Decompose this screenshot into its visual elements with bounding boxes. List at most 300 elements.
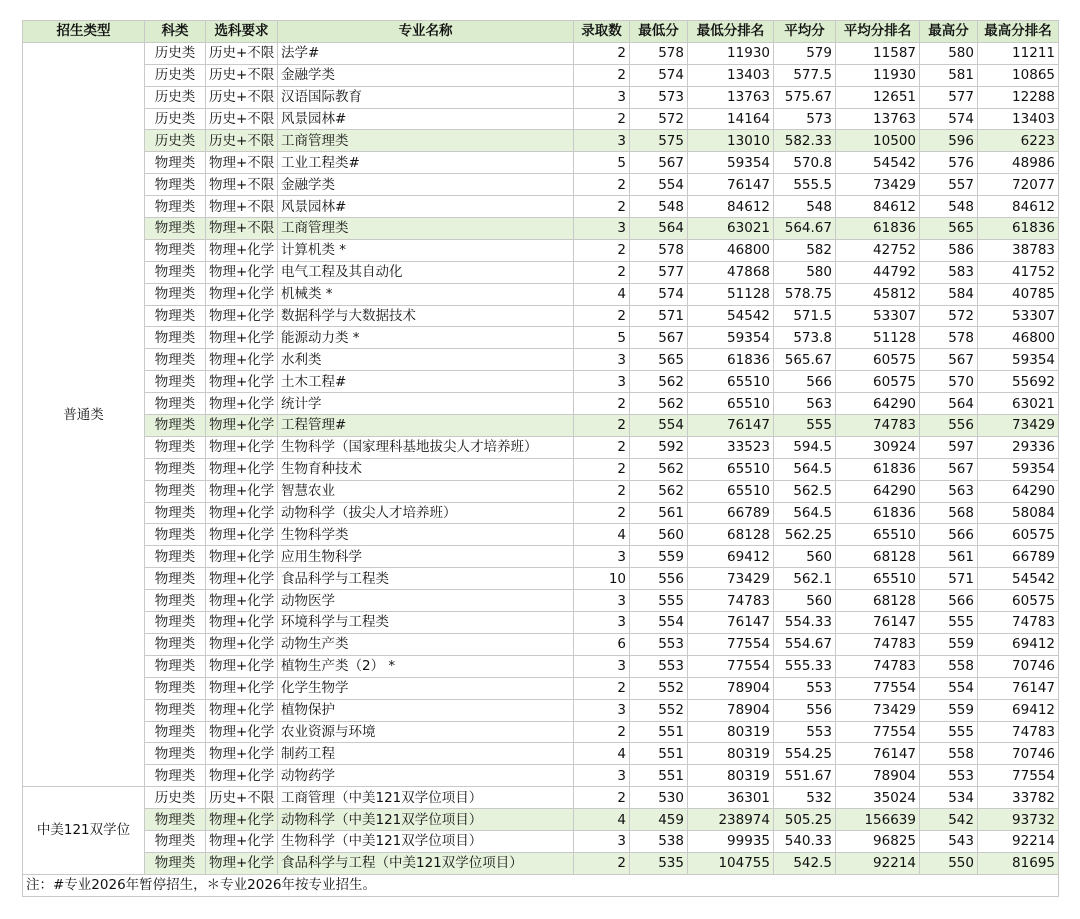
table-row <box>23 458 1059 480</box>
cell-avg-score-rank: 35024 <box>836 787 920 809</box>
cell-avg-score: 554.33 <box>774 612 836 634</box>
cell-major-name: 动物医学 <box>278 590 574 612</box>
cell-admitted-count: 2 <box>574 677 630 699</box>
cell-min-score: 578 <box>630 239 688 261</box>
cell-max-score: 566 <box>920 590 978 612</box>
cell-avg-score: 575.67 <box>774 86 836 108</box>
cell-min-score: 552 <box>630 699 688 721</box>
cell-min-score-rank: 61836 <box>688 349 774 371</box>
cell-max-score: 597 <box>920 436 978 458</box>
cell-avg-score: 566 <box>774 371 836 393</box>
cell-subject-category: 物理类 <box>145 612 206 634</box>
cell-min-score: 574 <box>630 283 688 305</box>
cell-major-name: 电气工程及其自动化 <box>278 261 574 283</box>
cell-subject-requirement: 物理+化学 <box>206 699 278 721</box>
cell-avg-score: 562.25 <box>774 524 836 546</box>
cell-max-score: 555 <box>920 721 978 743</box>
cell-subject-requirement: 物理+化学 <box>206 458 278 480</box>
cell-min-score-rank: 77554 <box>688 655 774 677</box>
cell-min-score-rank: 13010 <box>688 130 774 152</box>
cell-subject-category: 物理类 <box>145 765 206 787</box>
cell-avg-score-rank: 77554 <box>836 677 920 699</box>
cell-admitted-count: 2 <box>574 458 630 480</box>
cell-subject-requirement: 历史+不限 <box>206 787 278 809</box>
cell-admitted-count: 4 <box>574 743 630 765</box>
cell-min-score: 551 <box>630 721 688 743</box>
cell-min-score-rank: 59354 <box>688 327 774 349</box>
cell-avg-score: 505.25 <box>774 809 836 831</box>
cell-admitted-count: 2 <box>574 196 630 218</box>
cell-avg-score-rank: 64290 <box>836 393 920 415</box>
cell-avg-score: 594.5 <box>774 436 836 458</box>
cell-avg-score-rank: 92214 <box>836 852 920 874</box>
cell-min-score: 553 <box>630 633 688 655</box>
cell-subject-requirement: 物理+化学 <box>206 852 278 874</box>
header-enrollment-type: 招生类型 <box>23 21 145 43</box>
cell-avg-score: 564.5 <box>774 458 836 480</box>
cell-min-score: 554 <box>630 415 688 437</box>
cell-subject-category: 物理类 <box>145 699 206 721</box>
cell-subject-requirement: 物理+化学 <box>206 612 278 634</box>
cell-min-score-rank: 59354 <box>688 152 774 174</box>
cell-min-score-rank: 13763 <box>688 86 774 108</box>
cell-avg-score-rank: 73429 <box>836 174 920 196</box>
cell-avg-score: 542.5 <box>774 852 836 874</box>
table-body <box>23 42 1059 896</box>
cell-admitted-count: 2 <box>574 261 630 283</box>
cell-max-score: 581 <box>920 64 978 86</box>
cell-min-score: 552 <box>630 677 688 699</box>
table-row <box>23 108 1059 130</box>
cell-subject-requirement: 物理+化学 <box>206 415 278 437</box>
cell-major-name: 化学生物学 <box>278 677 574 699</box>
cell-major-name: 生物育种技术 <box>278 458 574 480</box>
cell-subject-requirement: 物理+化学 <box>206 830 278 852</box>
cell-max-score-rank: 29336 <box>978 436 1059 458</box>
cell-subject-requirement: 物理+化学 <box>206 568 278 590</box>
cell-avg-score: 571.5 <box>774 305 836 327</box>
cell-subject-category: 物理类 <box>145 196 206 218</box>
cell-min-score: 548 <box>630 196 688 218</box>
cell-min-score: 459 <box>630 809 688 831</box>
cell-subject-requirement: 物理+化学 <box>206 655 278 677</box>
cell-max-score-rank: 84612 <box>978 196 1059 218</box>
cell-max-score: 570 <box>920 371 978 393</box>
cell-avg-score-rank: 156639 <box>836 809 920 831</box>
cell-min-score-rank: 65510 <box>688 480 774 502</box>
cell-subject-requirement: 历史+不限 <box>206 64 278 86</box>
cell-avg-score-rank: 73429 <box>836 699 920 721</box>
cell-max-score: 586 <box>920 239 978 261</box>
cell-min-score: 578 <box>630 42 688 64</box>
cell-admitted-count: 2 <box>574 108 630 130</box>
cell-min-score: 554 <box>630 174 688 196</box>
cell-avg-score: 580 <box>774 261 836 283</box>
cell-min-score-rank: 65510 <box>688 458 774 480</box>
cell-subject-category: 物理类 <box>145 852 206 874</box>
header-avg-score-rank: 平均分排名 <box>836 21 920 43</box>
cell-subject-category: 历史类 <box>145 130 206 152</box>
cell-subject-category: 物理类 <box>145 568 206 590</box>
cell-subject-category: 物理类 <box>145 327 206 349</box>
cell-max-score-rank: 41752 <box>978 261 1059 283</box>
cell-max-score: 580 <box>920 42 978 64</box>
cell-max-score-rank: 92214 <box>978 830 1059 852</box>
cell-subject-category: 历史类 <box>145 42 206 64</box>
cell-avg-score: 582.33 <box>774 130 836 152</box>
table-row <box>23 42 1059 64</box>
table-row <box>23 283 1059 305</box>
cell-subject-requirement: 物理+化学 <box>206 305 278 327</box>
header-min-score-rank: 最低分排名 <box>688 21 774 43</box>
cell-subject-requirement: 物理+不限 <box>206 174 278 196</box>
cell-min-score-rank: 46800 <box>688 239 774 261</box>
cell-min-score-rank: 99935 <box>688 830 774 852</box>
cell-avg-score-rank: 65510 <box>836 568 920 590</box>
table-row <box>23 546 1059 568</box>
cell-max-score-rank: 54542 <box>978 568 1059 590</box>
cell-admitted-count: 3 <box>574 590 630 612</box>
cell-max-score-rank: 74783 <box>978 612 1059 634</box>
cell-major-name: 能源动力类 * <box>278 327 574 349</box>
cell-max-score: 576 <box>920 152 978 174</box>
cell-major-name: 金融学类 <box>278 64 574 86</box>
cell-avg-score-rank: 74783 <box>836 633 920 655</box>
cell-min-score: 560 <box>630 524 688 546</box>
cell-subject-category: 物理类 <box>145 283 206 305</box>
cell-min-score: 571 <box>630 305 688 327</box>
cell-subject-requirement: 物理+化学 <box>206 546 278 568</box>
cell-min-score-rank: 78904 <box>688 677 774 699</box>
header-avg-score: 平均分 <box>774 21 836 43</box>
cell-major-name: 食品科学与工程类 <box>278 568 574 590</box>
table-row <box>23 524 1059 546</box>
cell-subject-category: 物理类 <box>145 436 206 458</box>
cell-min-score-rank: 78904 <box>688 699 774 721</box>
header-min-score: 最低分 <box>630 21 688 43</box>
cell-max-score: 548 <box>920 196 978 218</box>
cell-subject-requirement: 物理+化学 <box>206 721 278 743</box>
cell-max-score-rank: 69412 <box>978 699 1059 721</box>
cell-subject-category: 历史类 <box>145 108 206 130</box>
cell-min-score-rank: 80319 <box>688 765 774 787</box>
table-header-row <box>23 21 1059 43</box>
cell-max-score-rank: 38783 <box>978 239 1059 261</box>
cell-subject-requirement: 物理+化学 <box>206 765 278 787</box>
cell-avg-score: 573 <box>774 108 836 130</box>
cell-min-score: 551 <box>630 765 688 787</box>
cell-min-score-rank: 104755 <box>688 852 774 874</box>
cell-min-score-rank: 47868 <box>688 261 774 283</box>
table-row <box>23 86 1059 108</box>
cell-min-score-rank: 76147 <box>688 415 774 437</box>
header-admitted-count: 录取数 <box>574 21 630 43</box>
table-row <box>23 305 1059 327</box>
cell-avg-score-rank: 61836 <box>836 502 920 524</box>
cell-major-name: 计算机类 * <box>278 239 574 261</box>
cell-avg-score: 564.67 <box>774 218 836 240</box>
cell-avg-score-rank: 68128 <box>836 590 920 612</box>
cell-avg-score: 553 <box>774 721 836 743</box>
cell-max-score-rank: 60575 <box>978 524 1059 546</box>
cell-min-score: 562 <box>630 458 688 480</box>
cell-major-name: 动物科学（中美121双学位项目） <box>278 809 574 831</box>
cell-major-name: 数据科学与大数据技术 <box>278 305 574 327</box>
cell-admitted-count: 3 <box>574 612 630 634</box>
header-major-name: 专业名称 <box>278 21 574 43</box>
cell-avg-score: 532 <box>774 787 836 809</box>
cell-admitted-count: 2 <box>574 721 630 743</box>
cell-max-score-rank: 48986 <box>978 152 1059 174</box>
cell-max-score-rank: 12288 <box>978 86 1059 108</box>
cell-min-score: 562 <box>630 393 688 415</box>
cell-max-score: 596 <box>920 130 978 152</box>
cell-avg-score-rank: 74783 <box>836 415 920 437</box>
table-row <box>23 612 1059 634</box>
cell-admitted-count: 3 <box>574 699 630 721</box>
cell-min-score: 574 <box>630 64 688 86</box>
admission-table-container <box>22 20 1059 897</box>
cell-max-score-rank: 70746 <box>978 743 1059 765</box>
cell-enrollment-type: 普通类 <box>23 42 145 786</box>
cell-min-score: 564 <box>630 218 688 240</box>
table-row <box>23 130 1059 152</box>
cell-major-name: 工商管理类 <box>278 218 574 240</box>
cell-admitted-count: 2 <box>574 64 630 86</box>
cell-avg-score: 556 <box>774 699 836 721</box>
cell-subject-category: 历史类 <box>145 64 206 86</box>
cell-min-score-rank: 73429 <box>688 568 774 590</box>
cell-admitted-count: 3 <box>574 830 630 852</box>
cell-max-score-rank: 46800 <box>978 327 1059 349</box>
cell-min-score: 572 <box>630 108 688 130</box>
cell-avg-score-rank: 12651 <box>836 86 920 108</box>
cell-subject-requirement: 物理+化学 <box>206 809 278 831</box>
cell-min-score: 565 <box>630 349 688 371</box>
cell-min-score-rank: 33523 <box>688 436 774 458</box>
cell-min-score-rank: 14164 <box>688 108 774 130</box>
table-row <box>23 261 1059 283</box>
cell-admitted-count: 2 <box>574 393 630 415</box>
cell-avg-score-rank: 68128 <box>836 546 920 568</box>
cell-subject-requirement: 历史+不限 <box>206 42 278 64</box>
cell-subject-requirement: 物理+化学 <box>206 633 278 655</box>
cell-major-name: 工商管理类 <box>278 130 574 152</box>
cell-subject-category: 物理类 <box>145 458 206 480</box>
cell-admitted-count: 4 <box>574 283 630 305</box>
cell-avg-score: 551.67 <box>774 765 836 787</box>
cell-avg-score-rank: 60575 <box>836 371 920 393</box>
cell-avg-score-rank: 54542 <box>836 152 920 174</box>
cell-avg-score-rank: 65510 <box>836 524 920 546</box>
cell-subject-category: 物理类 <box>145 743 206 765</box>
cell-max-score: 564 <box>920 393 978 415</box>
cell-max-score-rank: 40785 <box>978 283 1059 305</box>
cell-max-score-rank: 10865 <box>978 64 1059 86</box>
cell-subject-requirement: 历史+不限 <box>206 86 278 108</box>
cell-admitted-count: 4 <box>574 524 630 546</box>
cell-min-score: 551 <box>630 743 688 765</box>
cell-max-score: 565 <box>920 218 978 240</box>
table-row <box>23 765 1059 787</box>
cell-subject-requirement: 物理+化学 <box>206 327 278 349</box>
cell-min-score-rank: 80319 <box>688 743 774 765</box>
cell-min-score: 561 <box>630 502 688 524</box>
cell-min-score-rank: 74783 <box>688 590 774 612</box>
cell-max-score-rank: 59354 <box>978 349 1059 371</box>
cell-major-name: 智慧农业 <box>278 480 574 502</box>
cell-min-score: 535 <box>630 852 688 874</box>
table-row <box>23 349 1059 371</box>
table-row <box>23 152 1059 174</box>
cell-subject-requirement: 物理+化学 <box>206 743 278 765</box>
cell-avg-score: 560 <box>774 546 836 568</box>
cell-max-score: 571 <box>920 568 978 590</box>
cell-subject-requirement: 物理+化学 <box>206 393 278 415</box>
cell-subject-requirement: 物理+化学 <box>206 502 278 524</box>
cell-avg-score-rank: 13763 <box>836 108 920 130</box>
cell-min-score: 567 <box>630 327 688 349</box>
table-row <box>23 218 1059 240</box>
cell-max-score-rank: 61836 <box>978 218 1059 240</box>
cell-subject-requirement: 物理+化学 <box>206 590 278 612</box>
cell-min-score-rank: 63021 <box>688 218 774 240</box>
table-row <box>23 590 1059 612</box>
cell-subject-category: 物理类 <box>145 480 206 502</box>
table-row <box>23 852 1059 874</box>
cell-avg-score: 540.33 <box>774 830 836 852</box>
cell-avg-score-rank: 45812 <box>836 283 920 305</box>
cell-major-name: 工商管理（中美121双学位项目） <box>278 787 574 809</box>
cell-subject-category: 物理类 <box>145 415 206 437</box>
cell-max-score-rank: 76147 <box>978 677 1059 699</box>
cell-admitted-count: 5 <box>574 327 630 349</box>
table-row <box>23 174 1059 196</box>
cell-major-name: 生物科学（中美121双学位项目） <box>278 830 574 852</box>
cell-major-name: 风景园林# <box>278 196 574 218</box>
cell-max-score-rank: 74783 <box>978 721 1059 743</box>
cell-avg-score-rank: 77554 <box>836 721 920 743</box>
cell-min-score: 567 <box>630 152 688 174</box>
cell-admitted-count: 3 <box>574 86 630 108</box>
cell-min-score-rank: 238974 <box>688 809 774 831</box>
cell-avg-score: 577.5 <box>774 64 836 86</box>
cell-min-score-rank: 11930 <box>688 42 774 64</box>
cell-avg-score: 562.1 <box>774 568 836 590</box>
cell-major-name: 统计学 <box>278 393 574 415</box>
table-row <box>23 502 1059 524</box>
cell-admitted-count: 3 <box>574 349 630 371</box>
table-row <box>23 371 1059 393</box>
cell-admitted-count: 3 <box>574 218 630 240</box>
cell-max-score: 584 <box>920 283 978 305</box>
cell-major-name: 植物保护 <box>278 699 574 721</box>
cell-subject-category: 物理类 <box>145 305 206 327</box>
cell-admitted-count: 2 <box>574 174 630 196</box>
cell-major-name: 制药工程 <box>278 743 574 765</box>
cell-max-score-rank: 63021 <box>978 393 1059 415</box>
cell-avg-score-rank: 44792 <box>836 261 920 283</box>
cell-subject-requirement: 物理+化学 <box>206 283 278 305</box>
cell-subject-category: 物理类 <box>145 590 206 612</box>
cell-major-name: 动物科学（拔尖人才培养班） <box>278 502 574 524</box>
cell-min-score: 562 <box>630 371 688 393</box>
cell-subject-category: 物理类 <box>145 546 206 568</box>
cell-max-score-rank: 60575 <box>978 590 1059 612</box>
cell-major-name: 水利类 <box>278 349 574 371</box>
header-max-score: 最高分 <box>920 21 978 43</box>
cell-min-score: 562 <box>630 480 688 502</box>
cell-min-score-rank: 69412 <box>688 546 774 568</box>
cell-max-score-rank: 59354 <box>978 458 1059 480</box>
table-row <box>23 743 1059 765</box>
cell-major-name: 机械类 * <box>278 283 574 305</box>
cell-max-score-rank: 72077 <box>978 174 1059 196</box>
cell-subject-category: 物理类 <box>145 218 206 240</box>
cell-max-score: 568 <box>920 502 978 524</box>
cell-min-score: 577 <box>630 261 688 283</box>
table-row <box>23 809 1059 831</box>
cell-avg-score: 582 <box>774 239 836 261</box>
table-row <box>23 239 1059 261</box>
cell-min-score-rank: 36301 <box>688 787 774 809</box>
cell-subject-category: 物理类 <box>145 393 206 415</box>
cell-min-score: 554 <box>630 612 688 634</box>
cell-avg-score-rank: 53307 <box>836 305 920 327</box>
cell-admitted-count: 2 <box>574 415 630 437</box>
cell-admitted-count: 2 <box>574 480 630 502</box>
cell-min-score: 538 <box>630 830 688 852</box>
cell-avg-score-rank: 96825 <box>836 830 920 852</box>
cell-min-score: 553 <box>630 655 688 677</box>
cell-major-name: 食品科学与工程（中美121双学位项目） <box>278 852 574 874</box>
cell-max-score: 563 <box>920 480 978 502</box>
cell-avg-score: 570.8 <box>774 152 836 174</box>
cell-max-score-rank: 33782 <box>978 787 1059 809</box>
table-row <box>23 677 1059 699</box>
cell-max-score: 559 <box>920 699 978 721</box>
cell-min-score-rank: 51128 <box>688 283 774 305</box>
cell-avg-score: 562.5 <box>774 480 836 502</box>
cell-avg-score-rank: 74783 <box>836 655 920 677</box>
cell-avg-score: 555.33 <box>774 655 836 677</box>
cell-avg-score-rank: 11587 <box>836 42 920 64</box>
table-row <box>23 655 1059 677</box>
cell-major-name: 工业工程类# <box>278 152 574 174</box>
cell-major-name: 农业资源与环境 <box>278 721 574 743</box>
cell-subject-requirement: 物理+化学 <box>206 436 278 458</box>
cell-avg-score-rank: 11930 <box>836 64 920 86</box>
admission-score-table <box>22 20 1059 897</box>
cell-min-score: 555 <box>630 590 688 612</box>
cell-avg-score-rank: 84612 <box>836 196 920 218</box>
cell-max-score-rank: 6223 <box>978 130 1059 152</box>
cell-max-score: 556 <box>920 415 978 437</box>
cell-subject-category: 物理类 <box>145 261 206 283</box>
cell-min-score-rank: 65510 <box>688 393 774 415</box>
cell-max-score-rank: 66789 <box>978 546 1059 568</box>
cell-subject-category: 历史类 <box>145 787 206 809</box>
table-row <box>23 830 1059 852</box>
cell-avg-score: 548 <box>774 196 836 218</box>
cell-max-score: 577 <box>920 86 978 108</box>
cell-subject-category: 物理类 <box>145 655 206 677</box>
table-row <box>23 415 1059 437</box>
table-row <box>23 64 1059 86</box>
cell-admitted-count: 2 <box>574 436 630 458</box>
cell-subject-category: 物理类 <box>145 371 206 393</box>
header-subject-requirement: 选科要求 <box>206 21 278 43</box>
